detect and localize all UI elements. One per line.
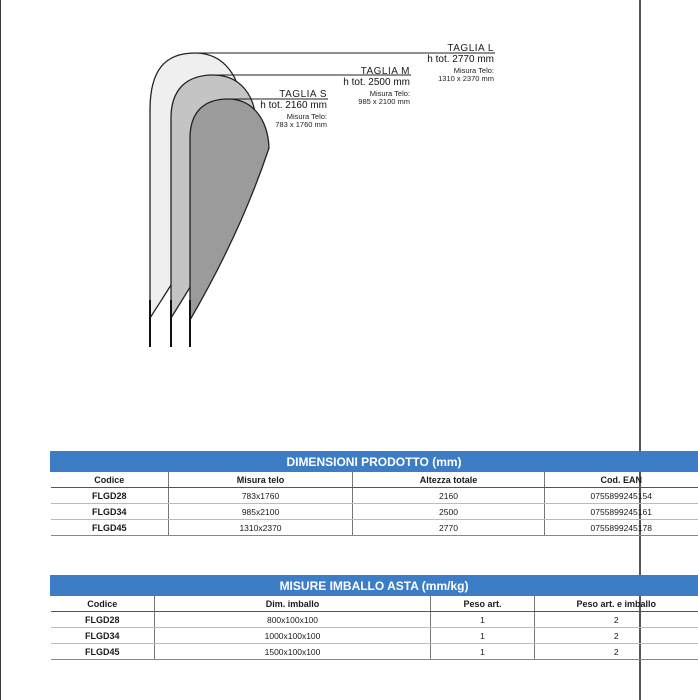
- table-title: MISURE IMBALLO ASTA (mm/kg): [51, 576, 698, 596]
- flag-size-diagram: [0, 0, 641, 360]
- column-header: Codice: [51, 472, 169, 488]
- column-header: Cod. EAN: [545, 472, 698, 488]
- table-row: FLGD34 1000x100x100 1 2: [51, 628, 698, 644]
- column-header: Altezza totale: [353, 472, 545, 488]
- column-header: Peso art. e imballo: [535, 596, 698, 612]
- size-label-small: TAGLIA S h tot. 2160 mm Misura Telo: 783 x 1760 mm: [260, 89, 327, 130]
- column-header: Misura telo: [169, 472, 353, 488]
- packaging-dimensions-table: [50, 575, 698, 660]
- table-row: FLGD28 800x100x100 1 2: [51, 612, 698, 628]
- flag-small: [190, 99, 269, 320]
- table-row: FLGD45 1500x100x100 1 2: [51, 644, 698, 660]
- table-row: FLGD45 1310x2370 2770 0755899245178: [51, 520, 698, 536]
- column-header: Dim. imballo: [155, 596, 431, 612]
- size-label-medium: TAGLIA M h tot. 2500 mm Misura Telo: 985 x 2100 mm: [343, 66, 410, 107]
- table-row: FLGD34 985x2100 2500 0755899245161: [51, 504, 698, 520]
- product-dimensions-table: [50, 451, 698, 536]
- size-label-large: TAGLIA L h tot. 2770 mm Misura Telo: 1310 x 2370 mm: [427, 43, 494, 84]
- table-title: DIMENSIONI PRODOTTO (mm): [51, 452, 698, 472]
- column-header: Peso art.: [431, 596, 535, 612]
- column-header: Codice: [51, 596, 155, 612]
- table-row: FLGD28 783x1760 2160 0755899245154: [51, 488, 698, 504]
